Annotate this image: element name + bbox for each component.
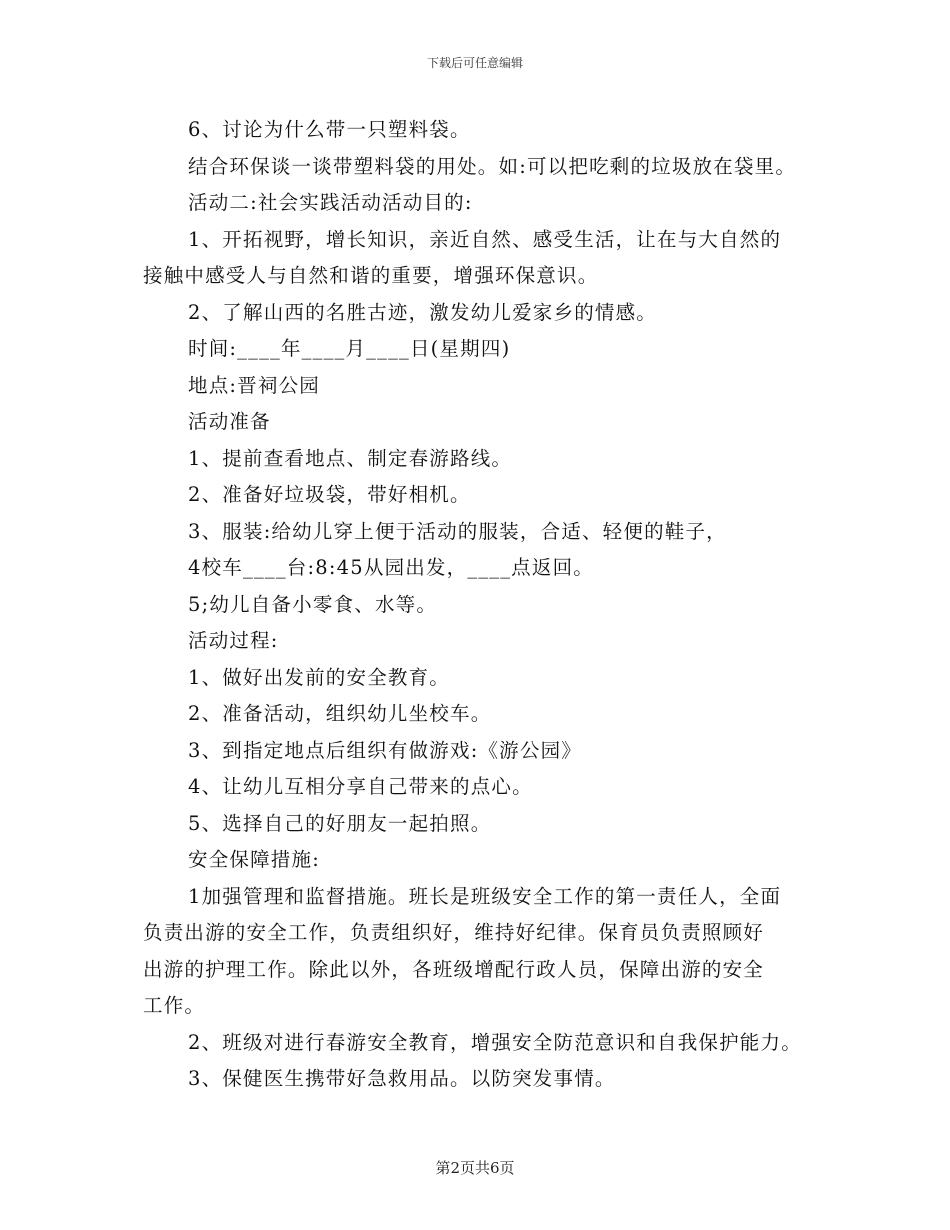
text-line: 接触中感受人与自然和谐的重要，增强环保意识。: [143, 264, 599, 287]
text-line: 1、开拓视野，增长知识，亲近自然、感受生活，让在与大自然的: [188, 227, 782, 251]
page-number: 第2页共6页: [435, 1159, 515, 1177]
text-line: 3、服装:给幼儿穿上便于活动的服装，合适、轻便的鞋子，: [188, 519, 727, 543]
text-line: 2、了解山西的名胜古迹，激发幼儿爱家乡的情感。: [188, 300, 658, 324]
text-line: 安全保障措施:: [188, 848, 320, 871]
text-line: 出游的护理工作。除此以外，各班级增配行政人员，保障出游的安全: [143, 957, 765, 981]
text-line: 活动过程:: [188, 629, 279, 652]
text-line: 1、做好出发前的安全教育。: [188, 665, 451, 689]
text-line: 4校车____台:8:45从园出发，____点返回。: [188, 556, 594, 579]
text-line: 1、提前查看地点、制定春游路线。: [188, 446, 513, 470]
text-line: 活动二:社会实践活动活动目的:: [188, 191, 473, 214]
text-line: 2、准备好垃圾袋，带好相机。: [188, 483, 471, 506]
text-line: 6、讨论为什么带一只塑料袋。: [188, 118, 471, 141]
text-line: 3、保健医生携带好急救用品。以防突发事情。: [188, 1067, 616, 1090]
text-line: 2、准备活动，组织幼儿坐校车。: [188, 702, 492, 725]
text-line: 地点:晋祠公园: [188, 373, 320, 397]
text-line: 5;幼儿自备小零食、水等。: [188, 592, 438, 616]
text-line: 4、让幼儿互相分享自己带来的点心。: [188, 775, 533, 798]
text-line: 活动准备: [188, 410, 271, 433]
text-line: 1加强管理和监督措施。班长是班级安全工作的第一责任人，全面: [188, 884, 782, 908]
text-line: 3、到指定地点后组织有做游戏:《游公园》: [188, 738, 582, 762]
text-line: 结合环保谈一谈带塑料袋的用处。如:可以把吃剩的垃圾放在袋里。: [188, 154, 797, 178]
text-line: 工作。: [143, 994, 206, 1017]
text-line: 2、班级对进行春游安全教育，增强安全防范意识和自我保护能力。: [188, 1030, 802, 1054]
page-header: 下载后可任意编辑: [426, 56, 523, 70]
text-line: 5、选择自己的好朋友一起拍照。: [188, 811, 492, 835]
text-line: 时间:____年____月____日(星期四): [188, 337, 511, 360]
document-body: [143, 112, 833, 1098]
text-line: 负责出游的安全工作，负责组织好，维持好纪律。保育员负责照顾好: [143, 921, 765, 944]
